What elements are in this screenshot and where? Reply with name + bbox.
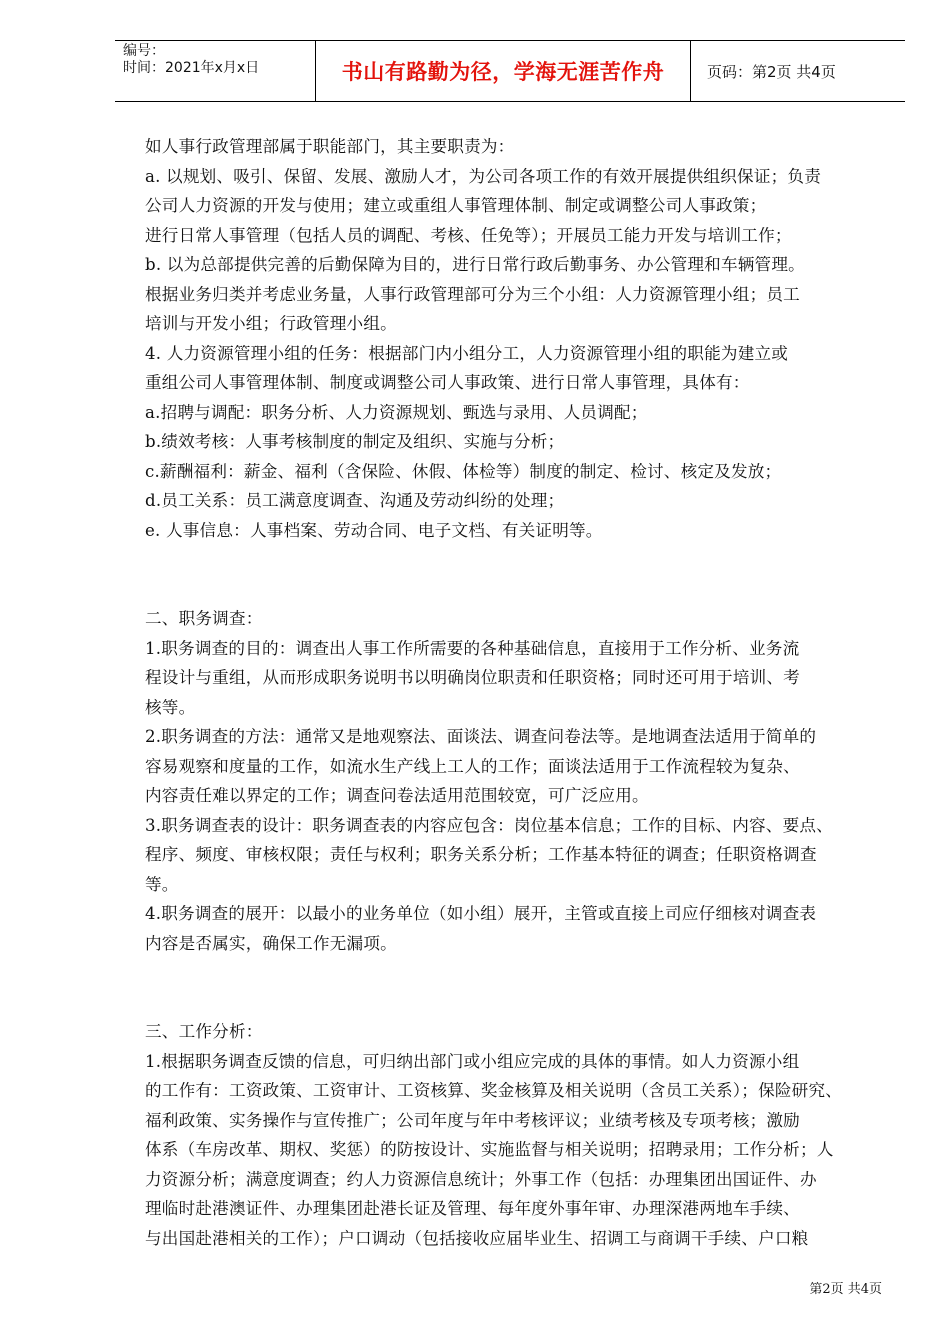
text-line: e. 人事信息：人事档案、劳动合同、电子文档、有关证明等。 bbox=[145, 520, 603, 540]
section-gap bbox=[145, 545, 885, 604]
time-label: 时间：2021年x月x日 bbox=[123, 60, 260, 76]
header-meta bbox=[115, 41, 315, 101]
text-line: 体系（车房改革、期权、奖惩）的防按设计、实施监督与相关说明；招聘录用；工作分析；人 bbox=[145, 1140, 834, 1159]
header-page-info bbox=[699, 41, 905, 101]
section bbox=[145, 604, 885, 958]
text-line: 进行日常人事管理（包括人员的调配、考核、任免等）；开展员工能力开发与培训工作； bbox=[145, 225, 792, 245]
text-line: c.薪酬福利：薪金、福利（含保险、休假、体检等）制度的制定、检讨、核定及发放； bbox=[145, 461, 782, 481]
text-line: 与出国赴港相关的工作）；户口调动（包括接收应届毕业生、招调工与商调干手续、户口粮 bbox=[145, 1228, 809, 1248]
header-divider bbox=[690, 41, 691, 101]
page-header bbox=[115, 40, 905, 102]
text-line: 等。 bbox=[145, 874, 179, 894]
text-line: 培训与开发小组；行政管理小组。 bbox=[145, 314, 397, 333]
text-line: a.招聘与调配：职务分析、人力资源规划、甄选与录用、人员调配； bbox=[145, 402, 648, 422]
text-line: 4. 人力资源管理小组的任务：根据部门内小组分工，人力资源管理小组的职能为建立或 bbox=[145, 343, 789, 363]
text-line: 1.职务调查的目的：调查出人事工作所需要的各种基础信息，直接用于工作分析、业务流 bbox=[145, 638, 800, 658]
text-line: 三、工作分析： bbox=[145, 1022, 263, 1041]
text-line: 2.职务调查的方法：通常又是地观察法、面谈法、调查问卷法等。是地调查法适用于简单的 bbox=[145, 727, 817, 746]
section-gap bbox=[145, 958, 885, 1017]
header-motto: 书山有路勤为径，学海无涯苦作舟 bbox=[341, 60, 665, 84]
text-line: 程序、频度、审核权限；责任与权利；职务关系分析；工作基本特征的调查；任职资格调查 bbox=[145, 845, 817, 864]
page-footer: 第2页 共4页 bbox=[809, 1282, 882, 1297]
document-body bbox=[145, 132, 885, 1253]
text-line: 力资源分析；满意度调查；约人力资源信息统计；外事工作（包括：办理集团出国证件、办 bbox=[145, 1169, 817, 1189]
text-line: 重组公司人事管理体制、制度或调整公司人事政策、进行日常人事管理，具体有： bbox=[145, 373, 750, 392]
page-info: 页码：第2页 共4页 bbox=[707, 62, 836, 81]
text-line: 3.职务调查表的设计：职务调查表的内容应包含：岗位基本信息；工作的目标、内容、要点、 bbox=[145, 815, 833, 835]
text-line: 二、职务调查： bbox=[145, 609, 263, 628]
text-line: 如人事行政管理部属于职能部门，其主要职责为： bbox=[145, 137, 515, 156]
text-line: 的工作有：工资政策、工资审计、工资核算、奖金核算及相关说明（含员工关系）；保险研究、 bbox=[145, 1081, 843, 1100]
text-line: 容易观察和度量的工作，如流水生产线上工人的工作；面谈法适用于工作流程较为复杂、 bbox=[145, 756, 800, 776]
text-line: 1.根据职务调查反馈的信息，可归纳出部门或小组应完成的具体的事情。如人力资源小组 bbox=[145, 1051, 800, 1071]
number-label: 编号： bbox=[123, 43, 165, 59]
text-line: 4.职务调查的展开：以最小的业务单位（如小组）展开，主管或直接上司应仔细核对调查表 bbox=[145, 904, 817, 923]
text-line: 公司人力资源的开发与使用；建立或重组人事管理体制、制定或调整公司人事政策； bbox=[145, 196, 767, 215]
text-line: 核等。 bbox=[145, 697, 196, 717]
text-line: b.绩效考核：人事考核制度的制定及组织、实施与分析； bbox=[145, 432, 565, 451]
text-line: b. 以为总部提供完善的后勤保障为目的，进行日常行政后勤事务、办公管理和车辆管理。 bbox=[145, 255, 805, 274]
section bbox=[145, 132, 885, 545]
text-line: 根据业务归类并考虑业务量，人事行政管理部可分为三个小组：人力资源管理小组；员工 bbox=[145, 284, 800, 304]
section bbox=[145, 1017, 885, 1253]
text-line: 福利政策、实务操作与宣传推广；公司年度与年中考核评议；业绩考核及专项考核；激励 bbox=[145, 1110, 800, 1130]
text-line: a. 以规划、吸引、保留、发展、激励人才，为公司各项工作的有效开展提供组织保证；负责 bbox=[145, 166, 821, 186]
text-line: 理临时赴港澳证件、办理集团赴港长证及管理、每年度外事年审、办理深港两地车手续、 bbox=[145, 1199, 800, 1218]
text-line: 内容是否属实，确保工作无漏项。 bbox=[145, 933, 397, 953]
text-line: 内容责任难以界定的工作；调查问卷法适用范围较宽，可广泛应用。 bbox=[145, 786, 649, 805]
text-line: 程设计与重组，从而形成职务说明书以明确岗位职责和任职资格；同时还可用于培训、考 bbox=[145, 668, 800, 687]
text-line: d.员工关系：员工满意度调查、沟通及劳动纠纷的处理； bbox=[145, 491, 565, 510]
